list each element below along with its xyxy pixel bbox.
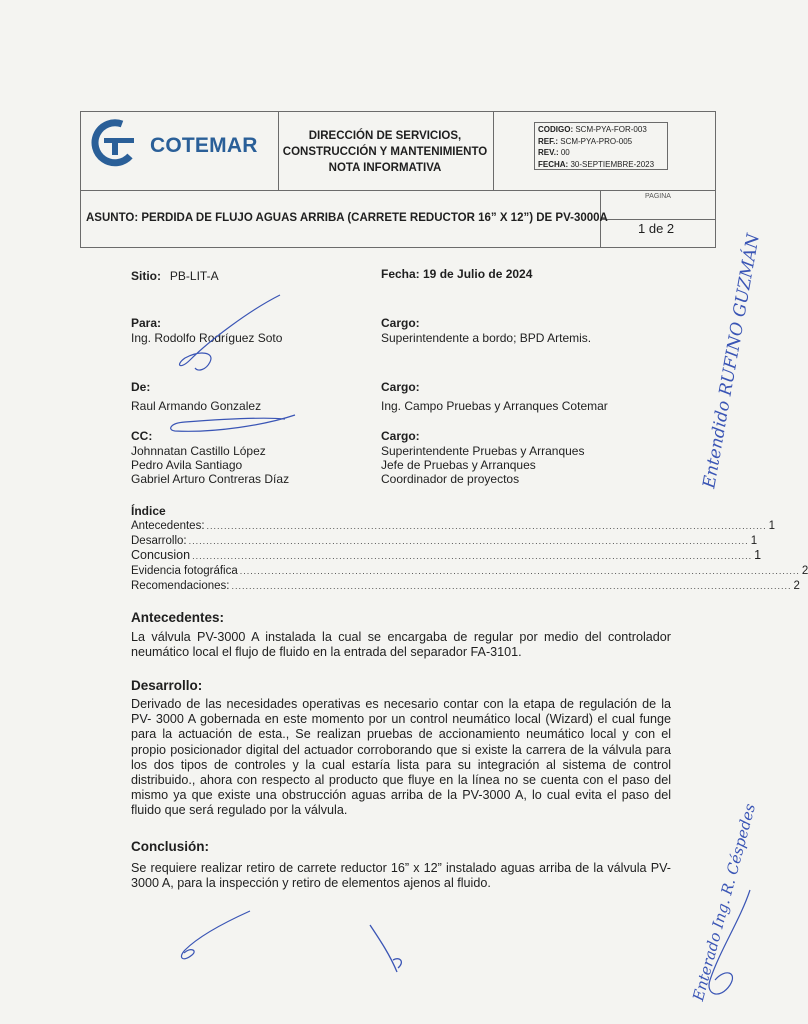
desarrollo-heading: Desarrollo: — [131, 678, 203, 693]
antecedentes-text: La válvula PV-3000 A instalada la cual se encargaba de regular por medio del controlador neumático local el flujo de fluido en la entrada del separador FA-3101. — [131, 630, 671, 660]
document-codes: CODIGO: SCM-PYA-FOR-003 REF.: SCM-PYA-PRO-005 REV.: 00 FECHA: 30-SEPTIEMBRE-2023 — [534, 122, 668, 170]
signature-de — [165, 395, 305, 445]
toc-title: Índice — [131, 504, 166, 518]
antecedentes-heading: Antecedentes: — [131, 610, 225, 625]
para-value: Ing. Rodolfo Rodríguez Soto — [131, 331, 283, 345]
toc-item: Recomendaciones: ................................................................................................................................................................ 2 — [131, 580, 800, 592]
cc-names: Johnnatan Castillo López Pedro Avila Santiago Gabriel Arturo Contreras Díaz — [131, 444, 290, 486]
para-label: Para: — [131, 316, 162, 330]
conclusion-heading: Conclusión: — [131, 839, 209, 854]
conclusion-text: Se requiere realizar retiro de carrete reductor 16” x 12” instalado aguas arriba de la válvula PV-3000 A, para la inspección y retiro de elementos ajenos al fluido. — [131, 861, 671, 891]
toc-item: Concusion ................................................................................................................................................................ 1 — [131, 548, 762, 562]
signature-para — [170, 290, 290, 380]
cc-label: CC: — [131, 429, 153, 443]
cargo-label-3: Cargo: — [381, 429, 420, 443]
signature-bottom-center — [365, 920, 415, 980]
company-name: COTEMAR — [150, 134, 258, 157]
sitio-row: Sitio: PB-LIT-A — [131, 269, 219, 283]
header-divider-3 — [80, 190, 716, 191]
page-number: 1 de 2 — [638, 221, 675, 236]
toc-item: Evidencia fotográfica ................................................................................................................................................................ 2 — [131, 565, 808, 577]
fecha-label: Fecha: 19 de Julio de 2024 — [381, 267, 533, 281]
handwritten-note-top: Entendido RUFINO GUZMÁN — [699, 232, 764, 490]
toc-item: Desarrollo: ................................................................................................................................................................ 1 — [131, 535, 758, 547]
toc-item: Antecedentes: ................................................................................................................................................................ 1 — [131, 520, 776, 532]
cc-roles: Superintendente Pruebas y Arranques Jefe de Pruebas y Arranques Coordinador de proyectos — [381, 444, 585, 486]
cargo-label-1: Cargo: — [381, 316, 420, 330]
cargo-value-2: Ing. Campo Pruebas y Arranques Cotemar — [381, 399, 608, 413]
signature-right-bottom — [680, 880, 760, 1010]
cargo-label-2: Cargo: — [381, 380, 420, 394]
handwritten-note-bottom: Enterado Ing. R. Céspedes — [689, 801, 760, 1003]
document-direction: DIRECCIÓN DE SERVICIOS, CONSTRUCCIÓN Y MANTENIMIENTO NOTA INFORMATIVA — [282, 130, 488, 174]
de-label: De: — [131, 380, 151, 394]
desarrollo-text: Derivado de las necesidades operativas es necesario contar con la etapa de regulación de la PV- 3000 A gobernada en este momento por un control neumático local (Wizard) el cual funge para la actuación de esta., Se realizan pruebas de accionamiento neumático local y con el propio posicionador digital del actuador corroborando que si existe la carrera de la válvula para los dos tipos de controles y la cual estaría lista para su integración al sistema de control distribuido., ahora con respecto al producto que fluye en la línea no se cuenta con el paso del mismo ya que existe una obstrucción aguas arriba de la PV-3000 A, lo cual evita el paso del fluido que será regulado por la válvula. — [131, 697, 671, 818]
subject: ASUNTO: PERDIDA DE FLUJO AGUAS ARRIBA (CARRETE REDUCTOR 16” X 12”) DE PV-3000A — [86, 212, 608, 224]
cotemar-logo-icon — [88, 118, 148, 168]
de-value: Raul Armando Gonzalez — [131, 399, 262, 413]
cargo-value-1: Superintendente a bordo; BPD Artemis. — [381, 331, 592, 345]
header-divider-5 — [600, 219, 716, 220]
page-label: PAGINA — [645, 193, 671, 200]
header-divider-2 — [493, 111, 494, 191]
header-divider-1 — [278, 111, 279, 191]
signature-bottom-left — [170, 905, 260, 965]
